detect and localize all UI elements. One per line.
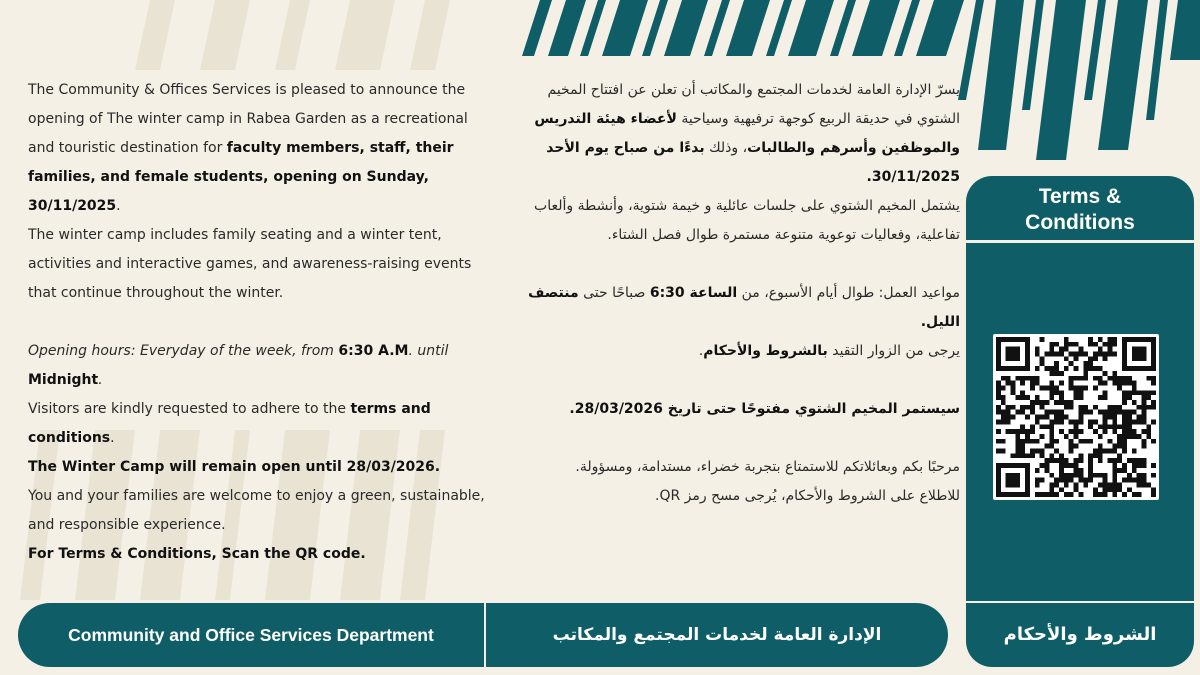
english-visitors-notice: Visitors are kindly requested to adhere to the terms and conditions. [28, 401, 431, 446]
footer-bar [18, 603, 948, 667]
qr-code[interactable] [993, 334, 1159, 500]
panel-divider [966, 240, 1194, 243]
footer-department-arabic: الإدارة العامة لخدمات المجتمع والمكاتب [552, 625, 882, 645]
footer-terms-arabic: الشروط والأحكام [966, 603, 1194, 667]
qr-code-icon[interactable] [996, 337, 1156, 497]
english-open-until: The Winter Camp will remain open until 28/03/2026. [28, 459, 441, 475]
english-facilities-paragraph: The winter camp includes family seating and a winter tent, activities and interactive games, and awareness-raising events that continue throughout the winter. [28, 227, 472, 301]
terms-title [966, 184, 1194, 236]
english-announcement [28, 76, 490, 569]
footer-department-english: Community and Office Services Department [68, 625, 434, 645]
arabic-open-until: سيستمر المخيم الشتوي مفتوحًا حتى تاريخ 28/03/2026. [569, 401, 960, 417]
arabic-announcement [508, 76, 960, 511]
english-opening-hours: Opening hours: Everyday of the week, from 6:30 A.M. until Midnight. [28, 343, 449, 388]
terms-title-line2: Conditions [1025, 211, 1135, 234]
terms-title-line1: Terms & [1038, 185, 1122, 208]
english-intro-paragraph: The Community & Offices Services is pleased to announce the opening of The winter camp in Rabea Garden as a recreational and touristic destination for faculty members, staff, their families, and female students, opening on Sunday, 30/11/2025. [28, 82, 468, 214]
arabic-welcome: مرحبًا بكم وبعائلاتكم للاستمتاع بتجربة خضراء، مستدامة، ومسؤولة. [575, 459, 960, 475]
arabic-intro-paragraph: يسرّ الإدارة العامة لخدمات المجتمع والمكاتب أن تعلن عن افتتاح المخيم الشتوي في حديقة الربيع كوجهة ترفيهية وسياحية لأعضاء هيئة التدريس والموظفين وأسرهم والطالبات، وذلك بدءًا من صباح يوم الأحد 30/11/2025. [534, 82, 960, 185]
arabic-opening-hours: مواعيد العمل: طوال أيام الأسبوع، من الساعة 6:30 صباحًا حتى منتصف الليل. [528, 285, 960, 330]
english-welcome: You and your families are welcome to enjoy a green, sustainable, and responsible experience. [28, 488, 485, 533]
arabic-visitors-notice: يرجى من الزوار التقيد بالشروط والأحكام. [698, 343, 960, 359]
arabic-scan-qr: للاطلاع على الشروط والأحكام، يُرجى مسح رمز QR. [655, 488, 960, 504]
arabic-facilities-paragraph: يشتمل المخيم الشتوي على جلسات عائلية و خيمة شتوية، وأنشطة وألعاب تفاعلية، وفعاليات توعوية متنوعة مستمرة طوال فصل الشتاء. [534, 198, 960, 243]
terms-panel [966, 176, 1194, 606]
english-scan-qr: For Terms & Conditions, Scan the QR code. [28, 546, 366, 562]
